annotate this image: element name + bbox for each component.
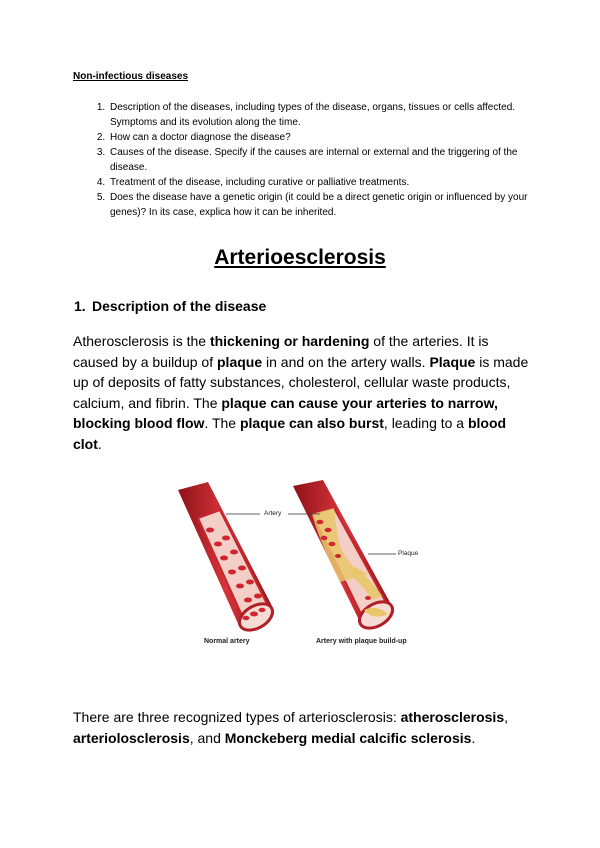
artery-illustration [168,478,438,653]
text-run: . [97,435,102,452]
text-run: , leading to a [383,415,468,431]
question-list [73,100,548,220]
question-item: 3. Causes of the disease. Specify if the causes are internal or external and the triggering of the disease. [108,145,548,175]
text-run: is made up of deposits of fatty substances, cholesterol, cellular waste products, calcium, and fibrin. The [73,353,529,411]
page-title: Arterioesclerosis [214,246,386,269]
plaque-label: Plaque [398,550,419,557]
text-run: in and on the artery walls. [262,353,430,370]
question-item: 2. How can a doctor diagnose the disease? [108,130,548,145]
artery-diagram [168,478,438,653]
text-run: of the arteries. It is caused by a buildup of [73,333,489,370]
artery-label: Artery [264,510,282,517]
section-number: 1. [74,298,86,314]
section-heading [74,298,267,314]
assignment-title: Non-infectious diseases [73,71,189,82]
normal-artery-caption: Normal artery [204,638,250,645]
bold-text-run: thickening or hardening [209,333,370,349]
bold-text-run: plaque [217,353,263,370]
text-run: , and [189,729,225,746]
bold-text-run: plaque can also burst [239,415,384,431]
plaque-artery-shape [293,480,397,634]
text-run: , [504,709,508,725]
text-run: . [471,729,476,746]
text-run: . The [204,415,240,431]
text-run: Atherosclerosis is the [73,333,210,349]
question-item: 1. Description of the diseases, including types of the disease, organs, tissues or cells affected. Symptoms and its evolution along the time. [108,100,548,130]
bold-text-run: atherosclerosis [400,709,505,725]
types-paragraph [73,707,533,748]
bold-text-run: Monckeberg medial calcific sclerosis [224,729,472,746]
question-item: 4. Treatment of the disease, including curative or palliative treatments. [108,175,548,190]
plaque-artery-caption: Artery with plaque build-up [316,638,407,645]
bold-text-run: blood clot [73,415,507,452]
description-paragraph [73,331,533,454]
bold-text-run: arteriolosclerosis [73,729,190,746]
normal-artery-shape [178,482,277,636]
bold-text-run: plaque can cause your arteries to narrow, blocking blood flow [73,394,498,431]
question-item: 5. Does the disease have a genetic origin (it could be a direct genetic origin or influenced by your genes)? In its case, explica how it can be inherited. [108,190,548,220]
section-title: Description of the disease [92,298,267,314]
text-run: There are three recognized types of arteriosclerosis: [73,709,401,725]
bold-text-run: Plaque [429,353,476,370]
